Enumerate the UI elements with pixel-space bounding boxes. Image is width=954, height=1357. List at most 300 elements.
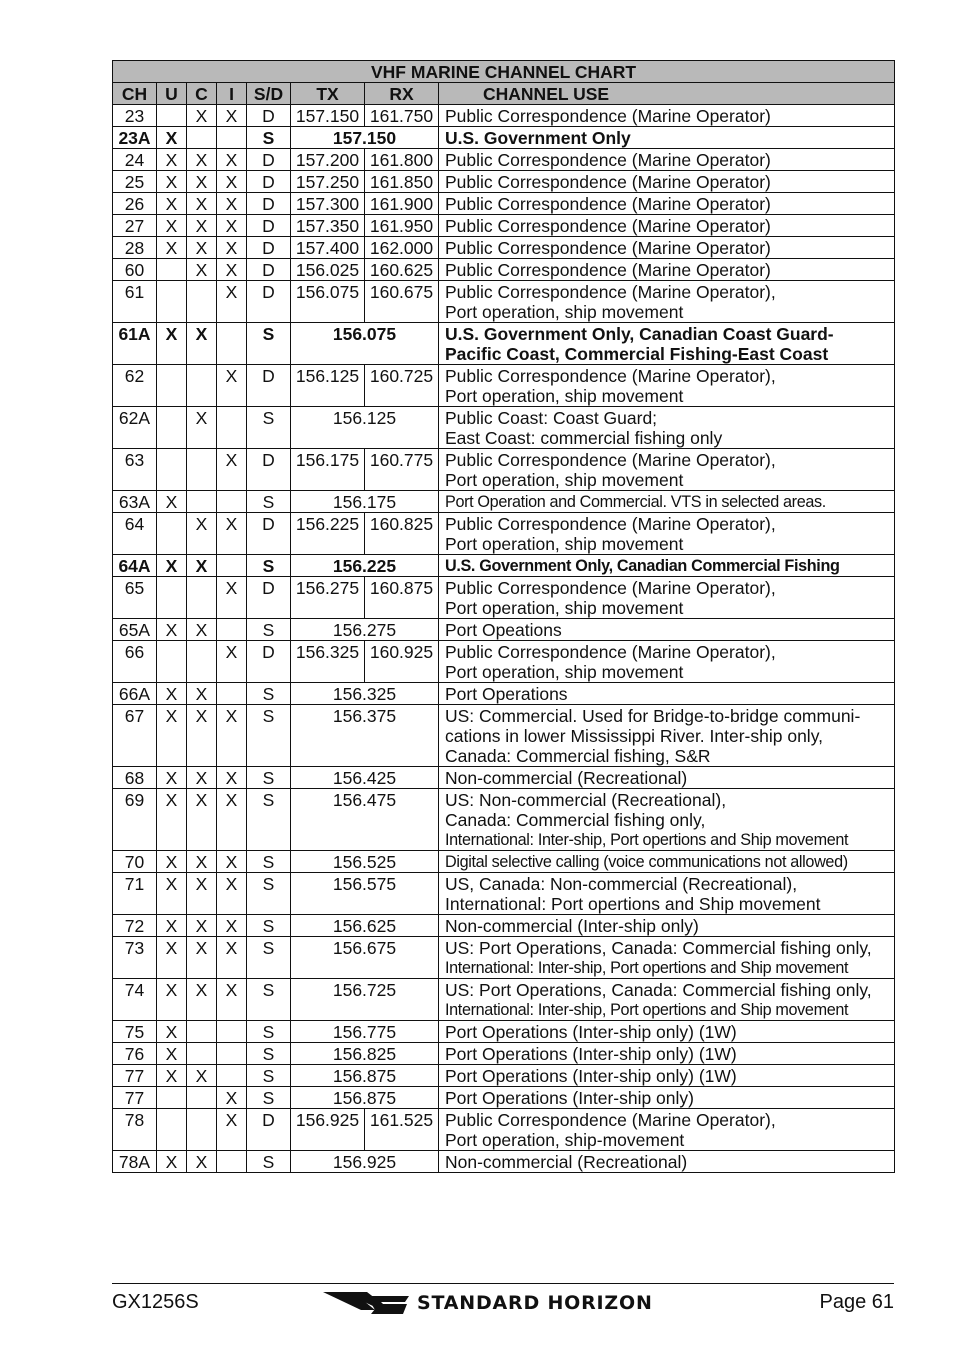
intl-cell: X bbox=[217, 915, 247, 937]
channel-cell: 75 bbox=[113, 1021, 157, 1043]
simplex-duplex-cell: S bbox=[247, 789, 291, 851]
us-cell: X bbox=[157, 1043, 187, 1065]
channel-use-cell bbox=[439, 127, 895, 149]
channel-use-line: International: Inter-ship, Port opertions and Ship movement bbox=[445, 1001, 849, 1019]
us-cell bbox=[157, 1087, 187, 1109]
table-row bbox=[113, 259, 895, 281]
simplex-duplex-cell: S bbox=[247, 323, 291, 365]
channel-cell: 78 bbox=[113, 1109, 157, 1151]
us-cell: X bbox=[157, 851, 187, 873]
intl-cell: X bbox=[217, 851, 247, 873]
footer-divider bbox=[112, 1283, 894, 1284]
tx-frequency-cell: 156.275 bbox=[291, 577, 365, 619]
canada-cell bbox=[187, 641, 217, 683]
canada-cell: X bbox=[187, 873, 217, 915]
channel-use-cell bbox=[439, 705, 895, 767]
channel-use-line: US: Port Operations, Canada: Commercial fishing only, bbox=[445, 980, 872, 1000]
rx-frequency-cell: 160.625 bbox=[365, 259, 439, 281]
us-cell bbox=[157, 513, 187, 555]
us-cell bbox=[157, 281, 187, 323]
intl-cell: X bbox=[217, 705, 247, 767]
channel-use-cell bbox=[439, 449, 895, 491]
brand-swoosh-icon bbox=[323, 1288, 413, 1318]
channel-cell: 64A bbox=[113, 555, 157, 577]
canada-cell bbox=[187, 365, 217, 407]
canada-cell: X bbox=[187, 237, 217, 259]
tx-frequency-cell: 156.475 bbox=[291, 789, 439, 851]
column-header: RX bbox=[365, 83, 439, 105]
table-row bbox=[113, 767, 895, 789]
channel-use-line: Port operation, ship movement bbox=[445, 662, 684, 682]
tx-frequency-cell: 156.225 bbox=[291, 513, 365, 555]
us-cell: X bbox=[157, 323, 187, 365]
channel-cell: 76 bbox=[113, 1043, 157, 1065]
us-cell: X bbox=[157, 767, 187, 789]
simplex-duplex-cell: D bbox=[247, 1109, 291, 1151]
channel-use-line: Pacific Coast, Commercial Fishing-East Coast bbox=[445, 344, 829, 364]
table-row bbox=[113, 789, 895, 851]
column-header-row bbox=[113, 83, 895, 105]
simplex-duplex-cell: D bbox=[247, 281, 291, 323]
channel-use-line: Port operation, ship movement bbox=[445, 598, 684, 618]
canada-cell: X bbox=[187, 937, 217, 979]
page-number: Page 61 bbox=[819, 1291, 894, 1313]
table-row bbox=[113, 915, 895, 937]
us-cell: X bbox=[157, 193, 187, 215]
tx-frequency-cell: 156.125 bbox=[291, 407, 439, 449]
intl-cell: X bbox=[217, 1109, 247, 1151]
us-cell: X bbox=[157, 127, 187, 149]
table-row bbox=[113, 979, 895, 1021]
simplex-duplex-cell: S bbox=[247, 1043, 291, 1065]
channel-use-cell bbox=[439, 1087, 895, 1109]
simplex-duplex-cell: S bbox=[247, 491, 291, 513]
channel-use-line: Port Operations (Inter-ship only) (1W) bbox=[445, 1044, 737, 1064]
channel-cell: 74 bbox=[113, 979, 157, 1021]
intl-cell: X bbox=[217, 237, 247, 259]
canada-cell bbox=[187, 1087, 217, 1109]
channel-cell: 27 bbox=[113, 215, 157, 237]
channel-use-line: US: Commercial. Used for Bridge-to-bridge communi- bbox=[445, 706, 861, 726]
us-cell: X bbox=[157, 555, 187, 577]
us-cell: X bbox=[157, 789, 187, 851]
channel-cell: 28 bbox=[113, 237, 157, 259]
channel-cell: 63A bbox=[113, 491, 157, 513]
channel-use-cell bbox=[439, 1151, 895, 1173]
brand-logo bbox=[323, 1288, 685, 1320]
tx-frequency-cell: 157.300 bbox=[291, 193, 365, 215]
channel-use-line: Port operation, ship-movement bbox=[445, 1130, 685, 1150]
us-cell: X bbox=[157, 1021, 187, 1043]
simplex-duplex-cell: D bbox=[247, 149, 291, 171]
channel-use-cell bbox=[439, 1109, 895, 1151]
canada-cell: X bbox=[187, 149, 217, 171]
channel-use-cell bbox=[439, 513, 895, 555]
rx-frequency-cell: 161.525 bbox=[365, 1109, 439, 1151]
channel-use-line: Port Opeations bbox=[445, 620, 562, 640]
canada-cell: X bbox=[187, 915, 217, 937]
channel-use-line: Public Correspondence (Marine Operator), bbox=[445, 366, 776, 386]
channel-use-line: Public Correspondence (Marine Operator) bbox=[445, 260, 771, 280]
simplex-duplex-cell: D bbox=[247, 193, 291, 215]
channel-use-line: Port operation, ship movement bbox=[445, 386, 684, 406]
intl-cell: X bbox=[217, 193, 247, 215]
simplex-duplex-cell: D bbox=[247, 513, 291, 555]
channel-use-cell bbox=[439, 323, 895, 365]
channel-use-line: Canada: Commercial fishing, S&R bbox=[445, 746, 711, 766]
intl-cell bbox=[217, 1043, 247, 1065]
us-cell bbox=[157, 641, 187, 683]
us-cell bbox=[157, 259, 187, 281]
channel-cell: 67 bbox=[113, 705, 157, 767]
tx-frequency-cell: 156.775 bbox=[291, 1021, 439, 1043]
channel-use-cell bbox=[439, 1021, 895, 1043]
channel-use-cell bbox=[439, 619, 895, 641]
canada-cell bbox=[187, 1043, 217, 1065]
intl-cell bbox=[217, 127, 247, 149]
simplex-duplex-cell: S bbox=[247, 407, 291, 449]
intl-cell bbox=[217, 1021, 247, 1043]
simplex-duplex-cell: D bbox=[247, 215, 291, 237]
us-cell: X bbox=[157, 491, 187, 513]
column-header: CHANNEL USE bbox=[439, 83, 895, 105]
channel-use-line: U.S. Government Only, Canadian Commercial Fishing bbox=[445, 557, 840, 575]
table-row bbox=[113, 1151, 895, 1173]
simplex-duplex-cell: D bbox=[247, 577, 291, 619]
intl-cell bbox=[217, 1065, 247, 1087]
canada-cell: X bbox=[187, 683, 217, 705]
channel-cell: 25 bbox=[113, 171, 157, 193]
tx-frequency-cell: 156.225 bbox=[291, 555, 439, 577]
tx-frequency-cell: 156.525 bbox=[291, 851, 439, 873]
canada-cell bbox=[187, 577, 217, 619]
channel-use-cell bbox=[439, 789, 895, 851]
canada-cell: X bbox=[187, 323, 217, 365]
channel-use-line: East Coast: commercial fishing only bbox=[445, 428, 723, 448]
brand-name: STANDARD HORIZON bbox=[417, 1292, 653, 1314]
tx-frequency-cell: 156.925 bbox=[291, 1151, 439, 1173]
tx-frequency-cell: 156.075 bbox=[291, 323, 439, 365]
canada-cell bbox=[187, 491, 217, 513]
channel-use-line: U.S. Government Only, Canadian Coast Guard- bbox=[445, 324, 834, 344]
intl-cell bbox=[217, 407, 247, 449]
rx-frequency-cell: 160.825 bbox=[365, 513, 439, 555]
table-row bbox=[113, 513, 895, 555]
tx-frequency-cell: 156.025 bbox=[291, 259, 365, 281]
channel-use-cell bbox=[439, 851, 895, 873]
table-row bbox=[113, 577, 895, 619]
canada-cell: X bbox=[187, 193, 217, 215]
us-cell: X bbox=[157, 683, 187, 705]
simplex-duplex-cell: S bbox=[247, 1087, 291, 1109]
channel-cell: 64 bbox=[113, 513, 157, 555]
tx-frequency-cell: 156.875 bbox=[291, 1065, 439, 1087]
intl-cell: X bbox=[217, 873, 247, 915]
channel-use-line: Canada: Commercial fishing only, bbox=[445, 810, 706, 830]
table-row bbox=[113, 193, 895, 215]
table-row bbox=[113, 149, 895, 171]
tx-frequency-cell: 156.425 bbox=[291, 767, 439, 789]
us-cell: X bbox=[157, 1151, 187, 1173]
tx-frequency-cell: 157.150 bbox=[291, 105, 365, 127]
channel-use-line: US: Non-commercial (Recreational), bbox=[445, 790, 727, 810]
us-cell: X bbox=[157, 1065, 187, 1087]
channel-use-line: Port Operations (Inter-ship only) (1W) bbox=[445, 1066, 737, 1086]
intl-cell: X bbox=[217, 789, 247, 851]
table-row bbox=[113, 449, 895, 491]
rx-frequency-cell: 161.750 bbox=[365, 105, 439, 127]
channel-cell: 77 bbox=[113, 1087, 157, 1109]
tx-frequency-cell: 156.325 bbox=[291, 683, 439, 705]
channel-use-cell bbox=[439, 491, 895, 513]
us-cell: X bbox=[157, 215, 187, 237]
canada-cell bbox=[187, 449, 217, 491]
channel-use-line: cations in lower Mississippi River. Inter-ship only, bbox=[445, 726, 824, 746]
channel-use-line: International: Inter-ship, Port opertions and Ship movement bbox=[445, 831, 849, 849]
channel-cell: 60 bbox=[113, 259, 157, 281]
simplex-duplex-cell: S bbox=[247, 1151, 291, 1173]
intl-cell: X bbox=[217, 937, 247, 979]
intl-cell bbox=[217, 323, 247, 365]
us-cell: X bbox=[157, 705, 187, 767]
channel-cell: 66 bbox=[113, 641, 157, 683]
simplex-duplex-cell: S bbox=[247, 767, 291, 789]
channel-use-line: International: Inter-ship, Port opertions and Ship movement bbox=[445, 959, 849, 977]
canada-cell: X bbox=[187, 259, 217, 281]
channel-use-line: Public Correspondence (Marine Operator) bbox=[445, 172, 771, 192]
channel-use-line: Public Correspondence (Marine Operator), bbox=[445, 578, 776, 598]
intl-cell: X bbox=[217, 171, 247, 193]
us-cell bbox=[157, 105, 187, 127]
us-cell bbox=[157, 1109, 187, 1151]
simplex-duplex-cell: S bbox=[247, 619, 291, 641]
intl-cell: X bbox=[217, 577, 247, 619]
intl-cell: X bbox=[217, 449, 247, 491]
column-header: I bbox=[217, 83, 247, 105]
intl-cell: X bbox=[217, 641, 247, 683]
intl-cell: X bbox=[217, 215, 247, 237]
table-row bbox=[113, 1021, 895, 1043]
channel-use-cell bbox=[439, 1065, 895, 1087]
tx-frequency-cell: 157.250 bbox=[291, 171, 365, 193]
channel-use-line: Port Operations bbox=[445, 684, 568, 704]
intl-cell bbox=[217, 491, 247, 513]
table-row bbox=[113, 1109, 895, 1151]
us-cell bbox=[157, 449, 187, 491]
rx-frequency-cell: 162.000 bbox=[365, 237, 439, 259]
channel-cell: 68 bbox=[113, 767, 157, 789]
channel-use-cell bbox=[439, 767, 895, 789]
channel-use-line: Port Operations (Inter-ship only) (1W) bbox=[445, 1022, 737, 1042]
channel-cell: 24 bbox=[113, 149, 157, 171]
table-row bbox=[113, 237, 895, 259]
simplex-duplex-cell: S bbox=[247, 1065, 291, 1087]
channel-cell: 66A bbox=[113, 683, 157, 705]
rx-frequency-cell: 160.875 bbox=[365, 577, 439, 619]
channel-use-line: Public Correspondence (Marine Operator), bbox=[445, 642, 776, 662]
tx-frequency-cell: 157.350 bbox=[291, 215, 365, 237]
column-header: TX bbox=[291, 83, 365, 105]
canada-cell: X bbox=[187, 705, 217, 767]
channel-cell: 78A bbox=[113, 1151, 157, 1173]
intl-cell: X bbox=[217, 979, 247, 1021]
tx-frequency-cell: 156.125 bbox=[291, 365, 365, 407]
tx-frequency-cell: 156.175 bbox=[291, 491, 439, 513]
canada-cell: X bbox=[187, 1151, 217, 1173]
table-row bbox=[113, 683, 895, 705]
column-header: C bbox=[187, 83, 217, 105]
column-header: S/D bbox=[247, 83, 291, 105]
table-row bbox=[113, 215, 895, 237]
channel-cell: 62A bbox=[113, 407, 157, 449]
simplex-duplex-cell: S bbox=[247, 555, 291, 577]
channel-use-cell bbox=[439, 149, 895, 171]
channel-cell: 65 bbox=[113, 577, 157, 619]
channel-use-line: Non-commercial (Inter-ship only) bbox=[445, 916, 699, 936]
channel-use-cell bbox=[439, 407, 895, 449]
simplex-duplex-cell: D bbox=[247, 449, 291, 491]
us-cell: X bbox=[157, 915, 187, 937]
intl-cell: X bbox=[217, 281, 247, 323]
vhf-channel-chart bbox=[112, 60, 895, 1173]
canada-cell bbox=[187, 281, 217, 323]
channel-use-line: Port operation, ship movement bbox=[445, 470, 684, 490]
model-number: GX1256S bbox=[112, 1291, 199, 1313]
canada-cell: X bbox=[187, 105, 217, 127]
tx-frequency-cell: 156.625 bbox=[291, 915, 439, 937]
simplex-duplex-cell: D bbox=[247, 259, 291, 281]
channel-use-line: Public Correspondence (Marine Operator) bbox=[445, 194, 771, 214]
column-header: U bbox=[157, 83, 187, 105]
channel-use-cell bbox=[439, 105, 895, 127]
tx-frequency-cell: 156.275 bbox=[291, 619, 439, 641]
canada-cell: X bbox=[187, 789, 217, 851]
us-cell: X bbox=[157, 237, 187, 259]
channel-use-line: Non-commercial (Recreational) bbox=[445, 1152, 688, 1172]
channel-use-cell bbox=[439, 683, 895, 705]
channel-use-line: Port Operation and Commercial. VTS in selected areas. bbox=[445, 493, 826, 511]
channel-cell: 73 bbox=[113, 937, 157, 979]
table-row bbox=[113, 105, 895, 127]
channel-use-cell bbox=[439, 259, 895, 281]
channel-use-cell bbox=[439, 979, 895, 1021]
channel-use-cell bbox=[439, 555, 895, 577]
tx-frequency-cell: 156.875 bbox=[291, 1087, 439, 1109]
canada-cell: X bbox=[187, 555, 217, 577]
intl-cell bbox=[217, 683, 247, 705]
us-cell: X bbox=[157, 979, 187, 1021]
rx-frequency-cell: 160.925 bbox=[365, 641, 439, 683]
intl-cell bbox=[217, 555, 247, 577]
intl-cell: X bbox=[217, 105, 247, 127]
channel-use-cell bbox=[439, 937, 895, 979]
channel-cell: 61A bbox=[113, 323, 157, 365]
simplex-duplex-cell: S bbox=[247, 851, 291, 873]
simplex-duplex-cell: D bbox=[247, 365, 291, 407]
simplex-duplex-cell: S bbox=[247, 979, 291, 1021]
table-row bbox=[113, 365, 895, 407]
rx-frequency-cell: 160.725 bbox=[365, 365, 439, 407]
channel-use-line: Public Correspondence (Marine Operator) bbox=[445, 238, 771, 258]
channel-cell: 63 bbox=[113, 449, 157, 491]
channel-cell: 26 bbox=[113, 193, 157, 215]
channel-use-cell bbox=[439, 1043, 895, 1065]
channel-use-line: International: Port opertions and Ship movement bbox=[445, 894, 821, 914]
canada-cell: X bbox=[187, 767, 217, 789]
intl-cell bbox=[217, 619, 247, 641]
channel-use-cell bbox=[439, 365, 895, 407]
channel-use-line: Public Coast: Coast Guard; bbox=[445, 408, 658, 428]
rx-frequency-cell: 161.800 bbox=[365, 149, 439, 171]
us-cell: X bbox=[157, 171, 187, 193]
table-row bbox=[113, 641, 895, 683]
intl-cell: X bbox=[217, 149, 247, 171]
canada-cell: X bbox=[187, 513, 217, 555]
channel-use-cell bbox=[439, 873, 895, 915]
canada-cell: X bbox=[187, 979, 217, 1021]
channel-cell: 23A bbox=[113, 127, 157, 149]
tx-frequency-cell: 157.200 bbox=[291, 149, 365, 171]
simplex-duplex-cell: S bbox=[247, 937, 291, 979]
channel-use-cell bbox=[439, 641, 895, 683]
canada-cell: X bbox=[187, 851, 217, 873]
channel-cell: 72 bbox=[113, 915, 157, 937]
simplex-duplex-cell: S bbox=[247, 705, 291, 767]
channel-cell: 65A bbox=[113, 619, 157, 641]
simplex-duplex-cell: D bbox=[247, 641, 291, 683]
channel-use-cell bbox=[439, 577, 895, 619]
simplex-duplex-cell: D bbox=[247, 171, 291, 193]
channel-use-line: US: Port Operations, Canada: Commercial fishing only, bbox=[445, 938, 872, 958]
canada-cell bbox=[187, 127, 217, 149]
tx-frequency-cell: 157.150 bbox=[291, 127, 439, 149]
chart-title: VHF MARINE CHANNEL CHART bbox=[113, 61, 895, 83]
simplex-duplex-cell: S bbox=[247, 127, 291, 149]
channel-use-line: Port operation, ship movement bbox=[445, 534, 684, 554]
channel-cell: 61 bbox=[113, 281, 157, 323]
channel-use-cell bbox=[439, 237, 895, 259]
us-cell: X bbox=[157, 619, 187, 641]
channel-use-line: U.S. Government Only bbox=[445, 128, 631, 148]
intl-cell: X bbox=[217, 1087, 247, 1109]
channel-cell: 70 bbox=[113, 851, 157, 873]
canada-cell bbox=[187, 1021, 217, 1043]
us-cell: X bbox=[157, 937, 187, 979]
table-row bbox=[113, 873, 895, 915]
table-row bbox=[113, 171, 895, 193]
rx-frequency-cell: 160.775 bbox=[365, 449, 439, 491]
channel-use-line: Port operation, ship movement bbox=[445, 302, 684, 322]
chart-body bbox=[113, 105, 895, 1173]
table-row bbox=[113, 1087, 895, 1109]
table-row bbox=[113, 323, 895, 365]
channel-use-cell bbox=[439, 215, 895, 237]
column-header: CH bbox=[113, 83, 157, 105]
canada-cell: X bbox=[187, 619, 217, 641]
channel-cell: 62 bbox=[113, 365, 157, 407]
table-row bbox=[113, 555, 895, 577]
intl-cell: X bbox=[217, 767, 247, 789]
canada-cell: X bbox=[187, 407, 217, 449]
channel-use-line: Public Correspondence (Marine Operator) bbox=[445, 150, 771, 170]
channel-use-line: Public Correspondence (Marine Operator), bbox=[445, 450, 776, 470]
simplex-duplex-cell: D bbox=[247, 237, 291, 259]
channel-use-line: Non-commercial (Recreational) bbox=[445, 768, 688, 788]
intl-cell bbox=[217, 1151, 247, 1173]
canada-cell: X bbox=[187, 1065, 217, 1087]
tx-frequency-cell: 156.075 bbox=[291, 281, 365, 323]
channel-cell: 77 bbox=[113, 1065, 157, 1087]
